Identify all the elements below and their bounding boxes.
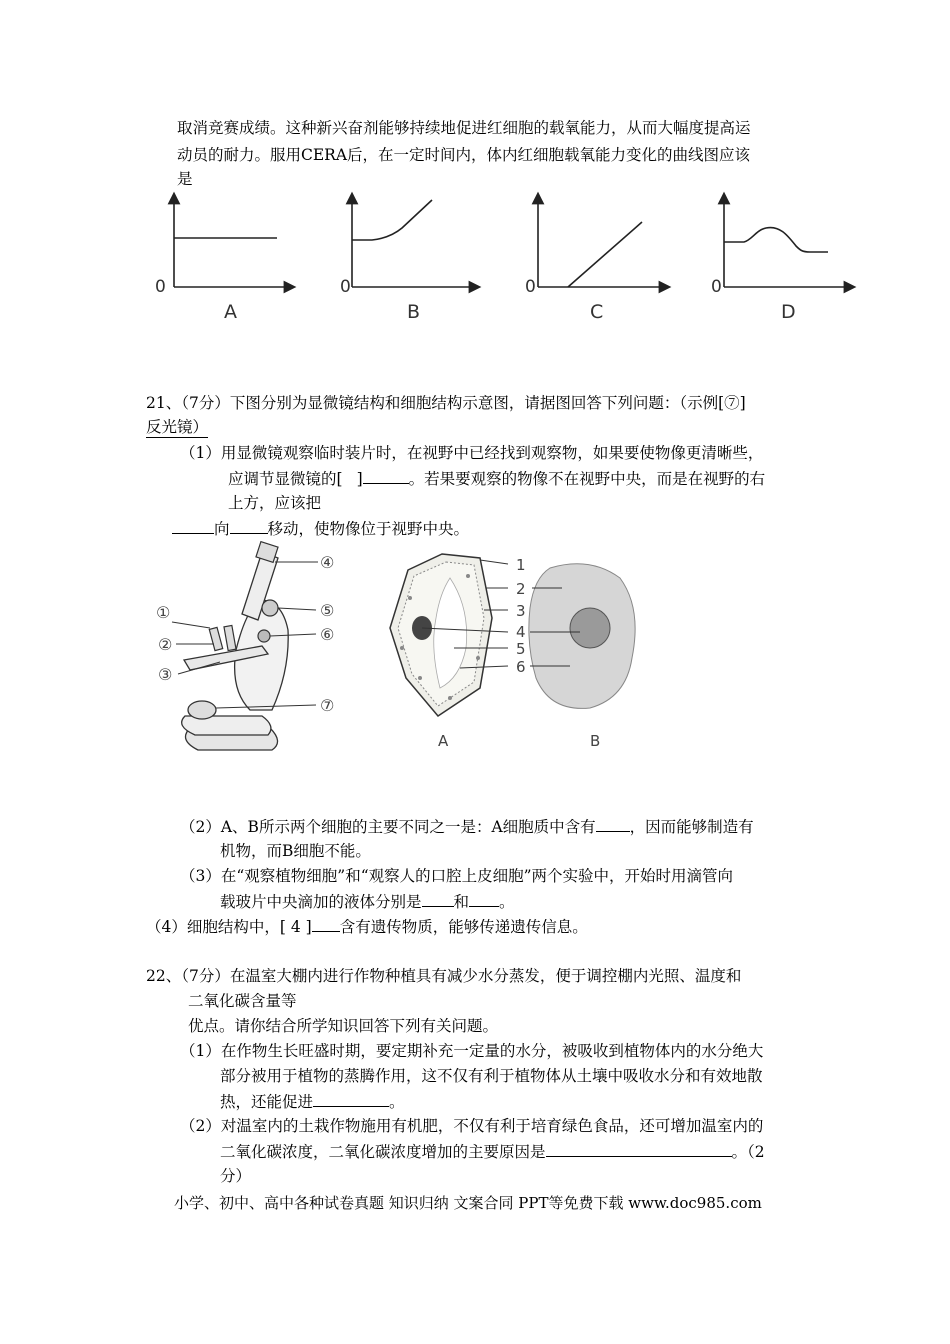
- graph-b-origin: 0: [340, 277, 351, 297]
- microscope-label-1: ①: [156, 603, 171, 622]
- q22-p1-text-a: 热，还能促进: [220, 1093, 314, 1111]
- q22-p2-line3: 分）: [220, 1167, 252, 1185]
- graph-c-label: C: [590, 301, 604, 323]
- cell-caption-b: B: [590, 732, 601, 750]
- q21-p3-line2: [220, 891, 515, 912]
- q21-p3-text-b: 和: [453, 893, 470, 911]
- blank-liquid-2[interactable]: [469, 891, 499, 907]
- q21-p2-line2: 机物，而B细胞不能。: [220, 842, 371, 860]
- blank-structure-4[interactable]: [312, 916, 340, 932]
- graph-d-origin: 0: [711, 277, 722, 297]
- page-footer: 小学、初中、高中各种试卷真题 知识归纳 文案合同 PPT等免费下载 www.doc985.com: [174, 1194, 762, 1212]
- graph-a: [155, 198, 290, 323]
- cell-label-2: 2: [516, 580, 526, 598]
- q22-line2: 二氧化碳含量等: [188, 992, 297, 1010]
- q22-p2-line2: [220, 1141, 765, 1162]
- graph-c-origin: 0: [525, 277, 536, 297]
- blank-direction-to[interactable]: [230, 518, 268, 534]
- intro-line-1: 取消竞赛成绩。这种新兴奋剂能够持续地促进红细胞的载氧能力，从而大幅度提高运: [177, 119, 751, 137]
- blank-co2-reason[interactable]: [546, 1141, 732, 1157]
- microscope-label-2: ②: [158, 635, 173, 654]
- curve-d: [724, 227, 828, 252]
- cell-caption-a: A: [438, 732, 449, 750]
- q21-p1-line4: [172, 518, 469, 539]
- q21-p1-text-b: ]: [356, 470, 363, 488]
- graph-b: [340, 198, 475, 323]
- microscope-label-5: ⑤: [320, 601, 335, 620]
- blank-transpiration-effect[interactable]: [313, 1091, 389, 1107]
- intro-line-3: 是: [177, 170, 193, 188]
- blank-organelle[interactable]: [596, 816, 630, 832]
- q21-p1-text-d: 向: [214, 520, 230, 538]
- cell-diagrams: [380, 548, 650, 753]
- q22-p2-text-b: 。（2: [731, 1143, 765, 1161]
- microscope-diagram: [150, 540, 350, 760]
- q22-p1-text-b: 。: [389, 1093, 405, 1111]
- q22-p1-line2: 部分被用于植物的蒸腾作用，这不仅有利于植物体从土壤中吸收水分和有效地散: [220, 1067, 763, 1085]
- q21-p4-text-a: （4）细胞结构中，[ 4 ]: [146, 918, 312, 936]
- q21-p2-text-b: ，因而能够制造有: [629, 818, 754, 836]
- cell-label-1: 1: [516, 556, 526, 574]
- answer-graphs: [140, 188, 870, 328]
- q21-p2-line1: [180, 816, 754, 837]
- q22-header: 22、（7分）在温室大棚内进行作物种植具有减少水分蒸发，便于调控棚内光照、温度和: [146, 967, 742, 985]
- q21-p4-text-b: 含有遗传物质，能够传递遗传信息。: [339, 918, 588, 936]
- q22-p1-line1: （1）在作物生长旺盛时期，要定期补充一定量的水分，被吸收到植物体内的水分绝大: [180, 1042, 764, 1060]
- cell-label-6: 6: [516, 658, 526, 676]
- graph-d-label: D: [781, 301, 796, 323]
- q21-p3-line1: （3）在“观察植物细胞”和“观察人的口腔上皮细胞”两个实验中，开始时用滴管向: [180, 867, 734, 885]
- q21-p2-text-a: （2）A、B所示两个细胞的主要不同之一是：A细胞质中含有: [180, 818, 596, 836]
- q21-p1-line1: （1）用显微镜观察临时装片时，在视野中已经找到观察物，如果要使物像更清晰些，: [180, 444, 764, 462]
- microscope-label-3: ③: [158, 665, 173, 684]
- q21-p1-line2: [228, 468, 765, 489]
- blank-liquid-1[interactable]: [422, 891, 454, 907]
- q21-example: 反光镜）: [146, 418, 209, 436]
- curve-c: [568, 222, 642, 287]
- q21-p1-text-c: 。若果要观察的物像不在视野中央，而是在视野的右: [408, 470, 766, 488]
- graph-a-label: A: [224, 301, 237, 323]
- microscope-label-7: ⑦: [320, 696, 335, 715]
- q21-p3-text-c: 。: [499, 893, 515, 911]
- microscope-label-6: ⑥: [320, 625, 335, 644]
- blank-part-name[interactable]: [363, 468, 409, 484]
- q22-p1-line3: [220, 1091, 405, 1112]
- cell-label-4: 4: [516, 623, 526, 641]
- q22-p2-line1: （2）对温室内的土栽作物施用有机肥，不仅有利于培育绿色食品，还可增加温室内的: [180, 1117, 764, 1135]
- blank-direction-from[interactable]: [172, 518, 214, 534]
- q21-p1-text-e: 移动，使物像位于视野中央。: [267, 520, 470, 538]
- cell-label-3: 3: [516, 602, 526, 620]
- cell-label-5: 5: [516, 640, 526, 658]
- graph-d: [711, 198, 850, 323]
- q21-p3-text-a: 载玻片中央滴加的液体分别是: [220, 893, 422, 911]
- q21-p1-text-a: 应调节显微镜的[: [228, 470, 343, 488]
- q21-p1-line3: 上方，应该把: [228, 494, 322, 512]
- graph-b-label: B: [407, 301, 421, 323]
- q22-p2-text-a: 二氧化碳浓度，二氧化碳浓度增加的主要原因是: [220, 1143, 546, 1161]
- q21-p4: [146, 916, 588, 937]
- q21-header: 21、（7分）下图分别为显微镜结构和细胞结构示意图，请据图回答下列问题：（示例[⑦]: [146, 394, 746, 412]
- intro-line-2: 动员的耐力。服用CERA后，在一定时间内，体内红细胞载氧能力变化的曲线图应该: [177, 146, 751, 164]
- q22-line3: 优点。请你结合所学知识回答下列有关问题。: [188, 1017, 499, 1035]
- graph-a-origin: 0: [155, 277, 166, 297]
- microscope-label-4: ④: [320, 553, 335, 572]
- graph-c: [525, 198, 665, 323]
- curve-b: [352, 200, 432, 240]
